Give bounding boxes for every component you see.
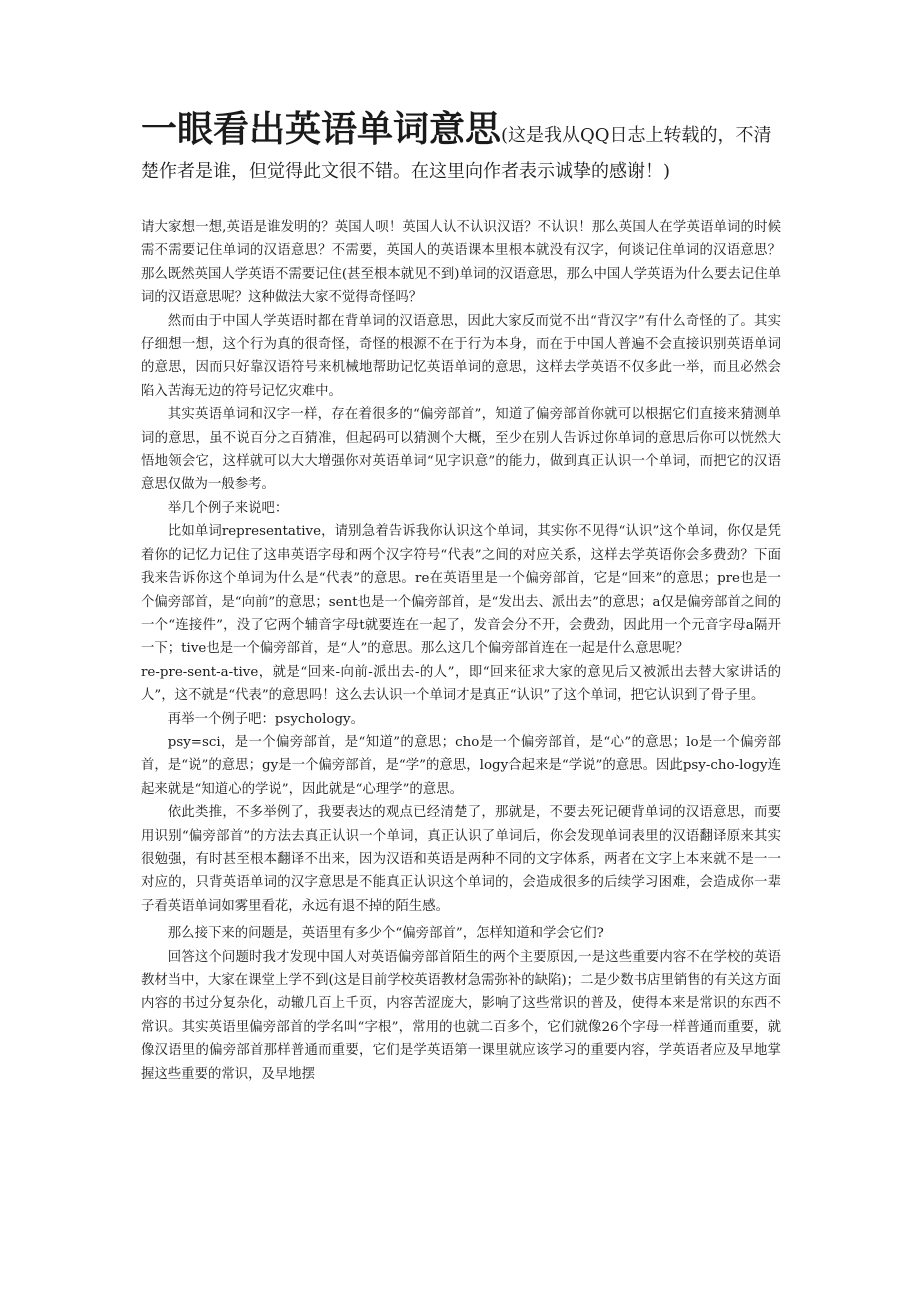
paragraph-8: psy=sci，是一个偏旁部首，是“知道”的意思；cho是一个偏旁部首，是“心”的意思；lo是一个偏旁部首，是“说”的意思；gy是一个偏旁部首，是“学”的意思，logy合起来是“学说”的意思。因此psy-cho-logy连起来就是“知道心的学说”，因此就是“心理学”的意思。 [141, 734, 781, 797]
paragraph-7: 再举一个例子吧：psychology。 [167, 711, 364, 727]
title-block [141, 109, 781, 190]
paragraph-4: 举几个例子来说吧： [167, 500, 289, 516]
paragraph-2: 然而由于中国人学英语时都在背单词的汉语意思，因此大家反而觉不出“背汉字”有什么奇怪的了。其实仔细想一想，这个行为真的很奇怪，奇怪的根源不在于行为本身，而在于中国人普遍不会直接识别英语单词的意思，因而只好靠汉语符号来机械地帮助记忆英语单词的意思，这样去学英语不仅多此一举，而且必然会陷入苦海无边的符号记忆灾难中。 [141, 313, 781, 399]
paragraph-10: 那么接下来的问题是，英语里有多少个“偏旁部首”，怎样知道和学会它们? [167, 926, 604, 942]
paragraph-11: 回答这个问题时我才发现中国人对英语偏旁部首陌生的两个主要原因,一是这些重要内容不在学校的英语教材当中，大家在课堂上学不到(这是目前学校英语教材急需弥补的缺陷)；二是少数书店里销售的有关这方面内容的书过分复杂化，动辙几百上千页，内容苦涩庞大，影响了这些常识的普及，使得本来是常识的东西不常识。其实英语里偏旁部首的学名叫“字根”，常用的也就二百多个，它们就像26个字母一样普通而重要，就像汉语里的偏旁部首那样普通而重要，它们是学英语第一课里就应该学习的重要内容，学英语者应及早地掌握这些重要的常识，及早地摆 [141, 949, 781, 1082]
document-title: 一眼看出英语单词意思 [141, 109, 502, 150]
paragraph-1: 请大家想一想,英语是谁发明的？英国人呗！英国人认不认识汉语？不认识！那么英国人在学英语单词的时候需不需要记住单词的汉语意思？不需要，英国人的英语课本里根本就没有汉字，何谈记住单词的汉语意思？那么既然英国人学英语不需要记住(甚至根本就见不到)单词的汉语意思，那么中国人学英语为什么要去记住单词的汉语意思呢？这种做法大家不觉得奇怪吗？ [141, 220, 781, 306]
document-body [141, 216, 781, 1086]
paragraph-5: 比如单词representative，请别急着告诉我你认识这个单词，其实你不见得“认识”这个单词，你仅是凭着你的记忆力记住了这串英语字母和两个汉字符号“代表”之间的对应关系，这样去学英语你会多费劲？下面我来告诉你这个单词为什么是“代表”的意思。re在英语里是一个偏旁部首，它是“回来”的意思；pre也是一个偏旁部首，是“向前”的意思；sent也是一个偏旁部首，是“发出去、派出去”的意思；a仅是偏旁部首之间的一个“连接件”，没了它两个辅音字母t就要连在一起了，发音会分不开，会费劲，因此用一个元音字母a隔开一下；tive也是一个偏旁部首，是“人”的意思。那么这几个偏旁部首连在一起是什么意思呢？ [141, 524, 781, 657]
paragraph-6: re-pre-sent-a-tive，就是“回来-向前-派出去-的人”，即“回来征求大家的意见后又被派出去替大家讲话的人”，这不就是“代表”的意思吗！这么去认识一个单词才是真正“认识”了这个单词，把它认识到了骨子里。 [141, 664, 781, 704]
paragraph-3: 其实英语单词和汉字一样，存在着很多的“偏旁部首”，知道了偏旁部首你就可以根据它们直接来猜测单词的意思，虽不说百分之百猜准，但起码可以猜测个大概，至少在别人告诉过你单词的意思后你可以恍然大悟地领会它，这样就可以大大增强你对英语单词“见字识意”的能力，做到真正认识一个单词，而把它的汉语意思仅做为一般参考。 [141, 407, 781, 493]
document-page [141, 109, 781, 1086]
title-note: (这是我从QQ日志上转载的，不清楚作者是谁，但觉得此文很不错。在这里向作者表示诚挚的感谢！) [141, 125, 772, 182]
paragraph-9: 依此类推，不多举例了，我要表达的观点已经清楚了，那就是，不要去死记硬背单词的汉语意思，而要用识别“偏旁部首”的方法去真正认识一个单词，真正认识了单词后，你会发现单词表里的汉语翻译原来其实很勉强，有时甚至根本翻译不出来，因为汉语和英语是两种不同的文字体系，两者在文字上本来就不是一一对应的，只背英语单词的汉字意思是不能真正认识这个单词的，会造成很多的后续学习困难，会造成你一辈子看英语单词如雾里看花，永远有退不掉的陌生感。 [141, 805, 781, 914]
